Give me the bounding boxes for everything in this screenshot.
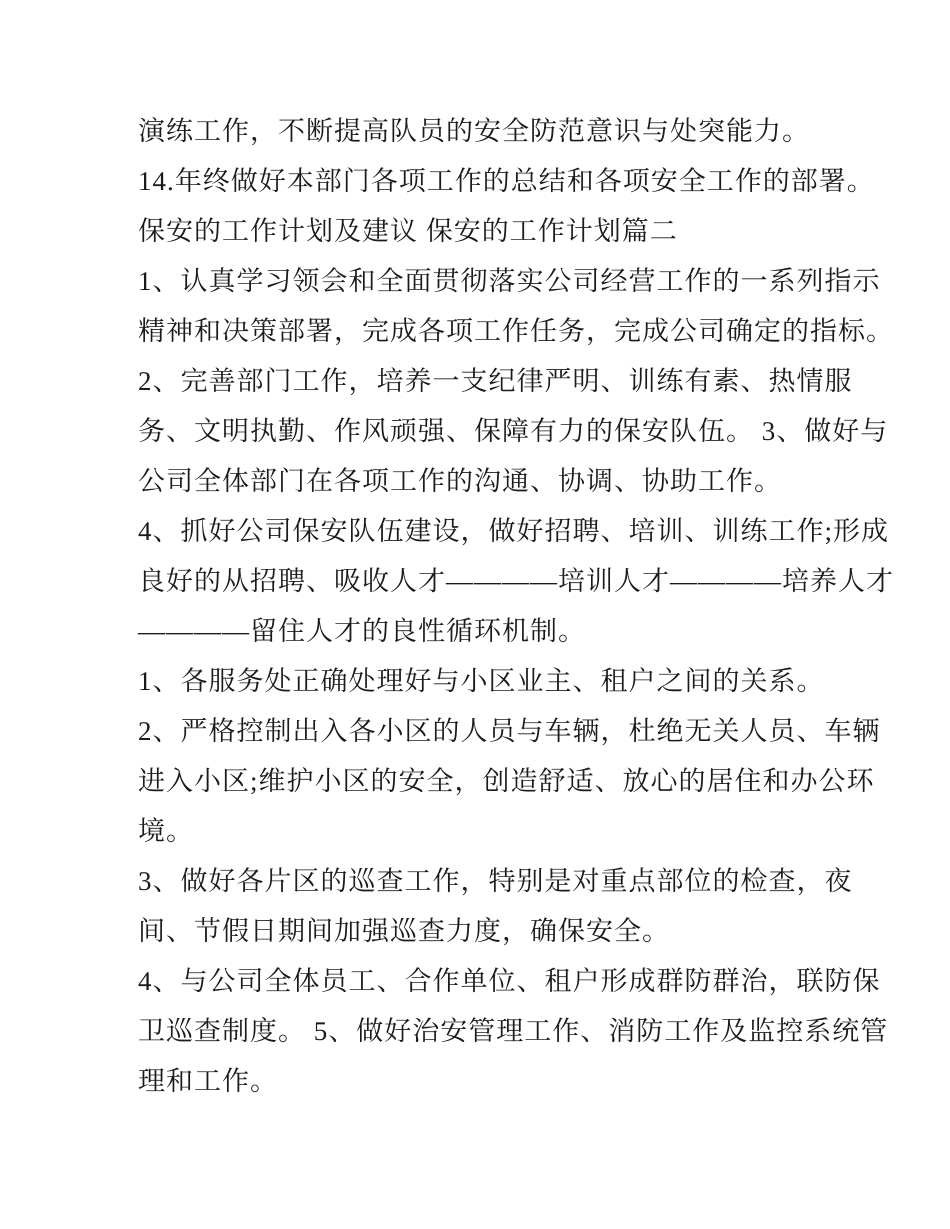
- text-line: 4、与公司全体员工、合作单位、租户形成群防群治，联防保: [138, 966, 881, 996]
- text-line: 3、做好各片区的巡查工作，特别是对重点部位的检查，夜: [138, 866, 853, 896]
- text-line: 1、各服务处正确处理好与小区业主、租户之间的关系。: [138, 666, 825, 696]
- text-line: 精神和决策部署，完成各项工作任务，完成公司确定的指标。: [138, 316, 894, 346]
- text-line: 进入小区;维护小区的安全，创造舒适、放心的居住和办公环: [138, 766, 875, 796]
- text-line: 境。: [138, 816, 194, 846]
- text-line: 公司全体部门在各项工作的沟通、协调、协助工作。: [138, 466, 782, 496]
- text-line: 理和工作。: [138, 1066, 278, 1096]
- text-line: 务、文明执勤、作风顽强、保障有力的保安队伍。 3、做好与: [138, 416, 889, 446]
- text-line: 2、完善部门工作，培养一支纪律严明、训练有素、热情服: [138, 366, 853, 396]
- text-line: 1、认真学习领会和全面贯彻落实公司经营工作的一系列指示: [138, 266, 881, 296]
- text-line: 4、抓好公司保安队伍建设，做好招聘、培训、训练工作;形成: [138, 516, 890, 546]
- text-line: 2、严格控制出入各小区的人员与车辆，杜绝无关人员、车辆: [138, 716, 881, 746]
- text-line: 良好的从招聘、吸收人才————培训人才————培养人才: [138, 566, 894, 596]
- document-text-block: [138, 106, 894, 1106]
- text-line: ————留住人才的良性循环机制。: [138, 616, 586, 646]
- text-line: 演练工作，不断提高队员的安全防范意识与处突能力。: [138, 116, 810, 146]
- text-line: 14.年终做好本部门各项工作的总结和各项安全工作的部署。: [138, 166, 875, 196]
- text-line: 间、节假日期间加强巡查力度，确保安全。: [138, 916, 670, 946]
- text-line-section-heading: 保安的工作计划及建议 保安的工作计划篇二: [138, 216, 678, 246]
- text-line: 卫巡查制度。 5、做好治安管理工作、消防工作及监控系统管: [138, 1016, 889, 1046]
